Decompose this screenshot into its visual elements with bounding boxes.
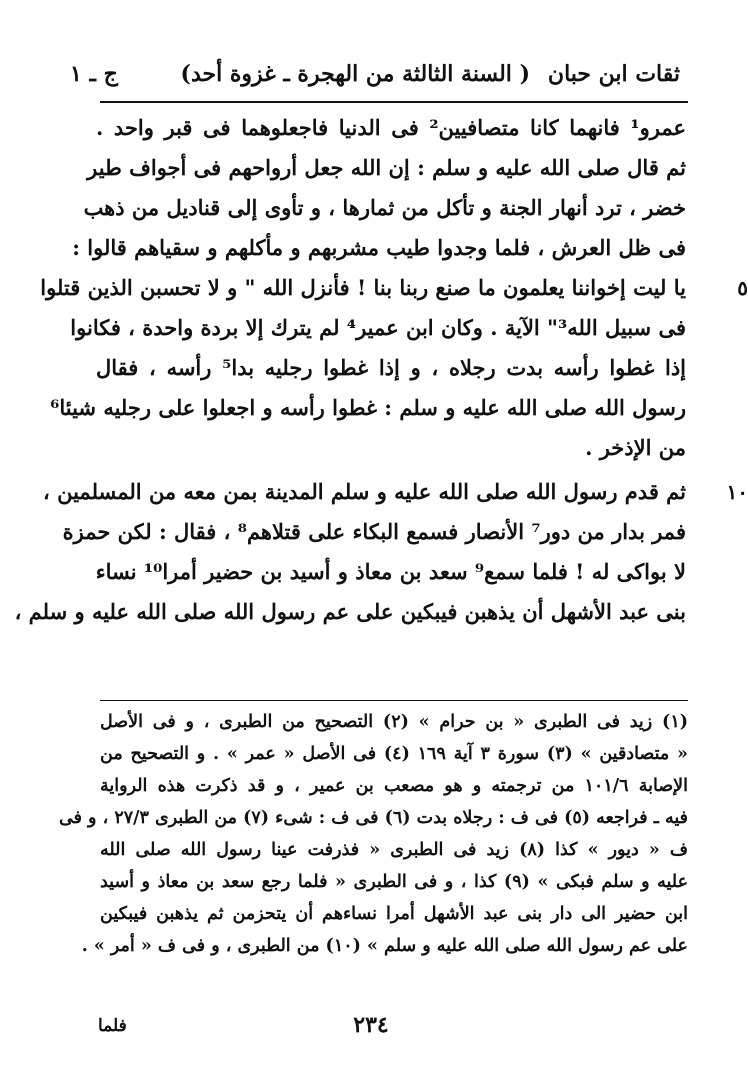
footnote-line: فيه ـ فراجعه (٥) فى ف : رجلاه بدت (٦) فى ف : شىء (٧) من الطبرى ٢٧/٣ ، و فى: [59, 808, 688, 828]
footnote-line: (١) زيد فى الطبرى « بن حرام » (٢) التصحيح من الطبرى ، و فى الأصل: [100, 712, 688, 732]
line-text: فمر بدار من دور⁷ الأنصار فسمع البكاء على قتلاهم⁸ ، فقال : لكن حمزة: [62, 519, 686, 544]
line-text: بنى عبد الأشهل أن يذهبن فيبكين على عم رسول الله صلى الله عليه و سلم ،: [14, 599, 686, 624]
line-text: إذا غطوا رأسه بدت رجلاه ، و إذا غطوا رجليه بدا⁵ رأسه ، فقال: [96, 355, 686, 380]
text-line: [40, 268, 748, 308]
line-text: ثم قدم رسول الله صلى الله عليه و سلم المدينة بمن معه من المسلمين ،: [43, 479, 686, 504]
header-volume: ج ـ ١: [70, 61, 118, 87]
line-text: رسول الله صلى الله عليه و سلم : غطوا رأسه و اجعلوا على رجليه شيئا⁶: [50, 395, 686, 420]
text-line: [96, 348, 686, 388]
text-line: [96, 428, 686, 468]
footnote-line: على عم رسول الله صلى الله عليه و سلم » (١٠) من الطبرى ، و فى ف « أمر » .: [81, 936, 688, 956]
text-line: [62, 512, 686, 552]
text-line: [83, 188, 686, 228]
text-line: [50, 388, 686, 428]
line-number: ٥: [737, 276, 748, 300]
line-text: يا ليت إخواننا يعلمون ما صنع ربنا بنا ! فأنزل الله " و لا تحسبن الذين قتلوا: [40, 275, 686, 300]
text-line: [96, 552, 686, 592]
text-line: [87, 148, 686, 188]
header-rule: [100, 101, 688, 103]
catchword: فلما: [98, 1016, 127, 1036]
header-book-title: ثقات ابن حبان: [547, 61, 680, 87]
line-text: فى سبيل الله³" الآية . وكان ابن عمير⁴ لم يترك إلا بردة واحدة ، فكانوا: [70, 315, 686, 340]
line-text: لا بواكى له ! فلما سمع⁹ سعد بن معاذ و أسيد بن حضير أمرا¹⁰ نساء: [95, 559, 686, 584]
line-number: ١٠: [726, 480, 748, 504]
footnote-line: الإصابة ١٠١/٦ من ترجمته و هو مصعب بن عمير ، و قد ذكرت هذه الرواية: [100, 776, 688, 796]
footnotes: [59, 706, 689, 962]
text-line: [70, 308, 686, 348]
line-text: فى ظل العرش ، فلما وجدوا طيب مشربهم و مأكلهم و سقياهم قالوا :: [72, 235, 686, 260]
text-line: [96, 108, 686, 148]
main-text: [14, 108, 748, 632]
text-line: [43, 472, 748, 512]
text-line: [72, 228, 686, 268]
line-text: من الإذخر .: [585, 435, 686, 460]
line-text: ثم قال صلى الله عليه و سلم : إن الله جعل أرواحهم فى أجواف طير: [87, 155, 686, 180]
footnote-line: ف « ديور » كذا (٨) زيد فى الطبرى « فذرفت عينا رسول الله صلى الله: [100, 840, 688, 860]
header-section-title: ( السنة الثالثة من الهجرة ـ غزوة أحد): [180, 61, 530, 87]
footnote-line: عليه و سلم فبكى » (٩) كذا ، و فى الطبرى « فلما رجع سعد بن معاذ و أسيد: [100, 872, 689, 892]
text-line: [14, 592, 686, 632]
line-text: خضر ، ترد أنهار الجنة و تأكل من ثمارها ، و تأوى إلى قناديل من ذهب: [83, 195, 686, 220]
footnote-rule: [100, 700, 688, 701]
line-text: عمرو¹ فانهما كانا متصافيين² فى الدنيا فاجعلوهما فى قبر واحد .: [96, 115, 686, 140]
footnote-line: ابن حضير الى دار بنى عبد الأشهل أمرا نساءهم أن يتحزمن ثم يذهبن فيبكين: [100, 904, 688, 924]
footnote-line: « متصادقين » (٣) سورة ٣ آية ١٦٩ (٤) فى الأصل « عمر » . و التصحيح من: [100, 744, 688, 764]
page-number: ٢٣٤: [353, 1012, 389, 1038]
running-header: [70, 55, 680, 99]
